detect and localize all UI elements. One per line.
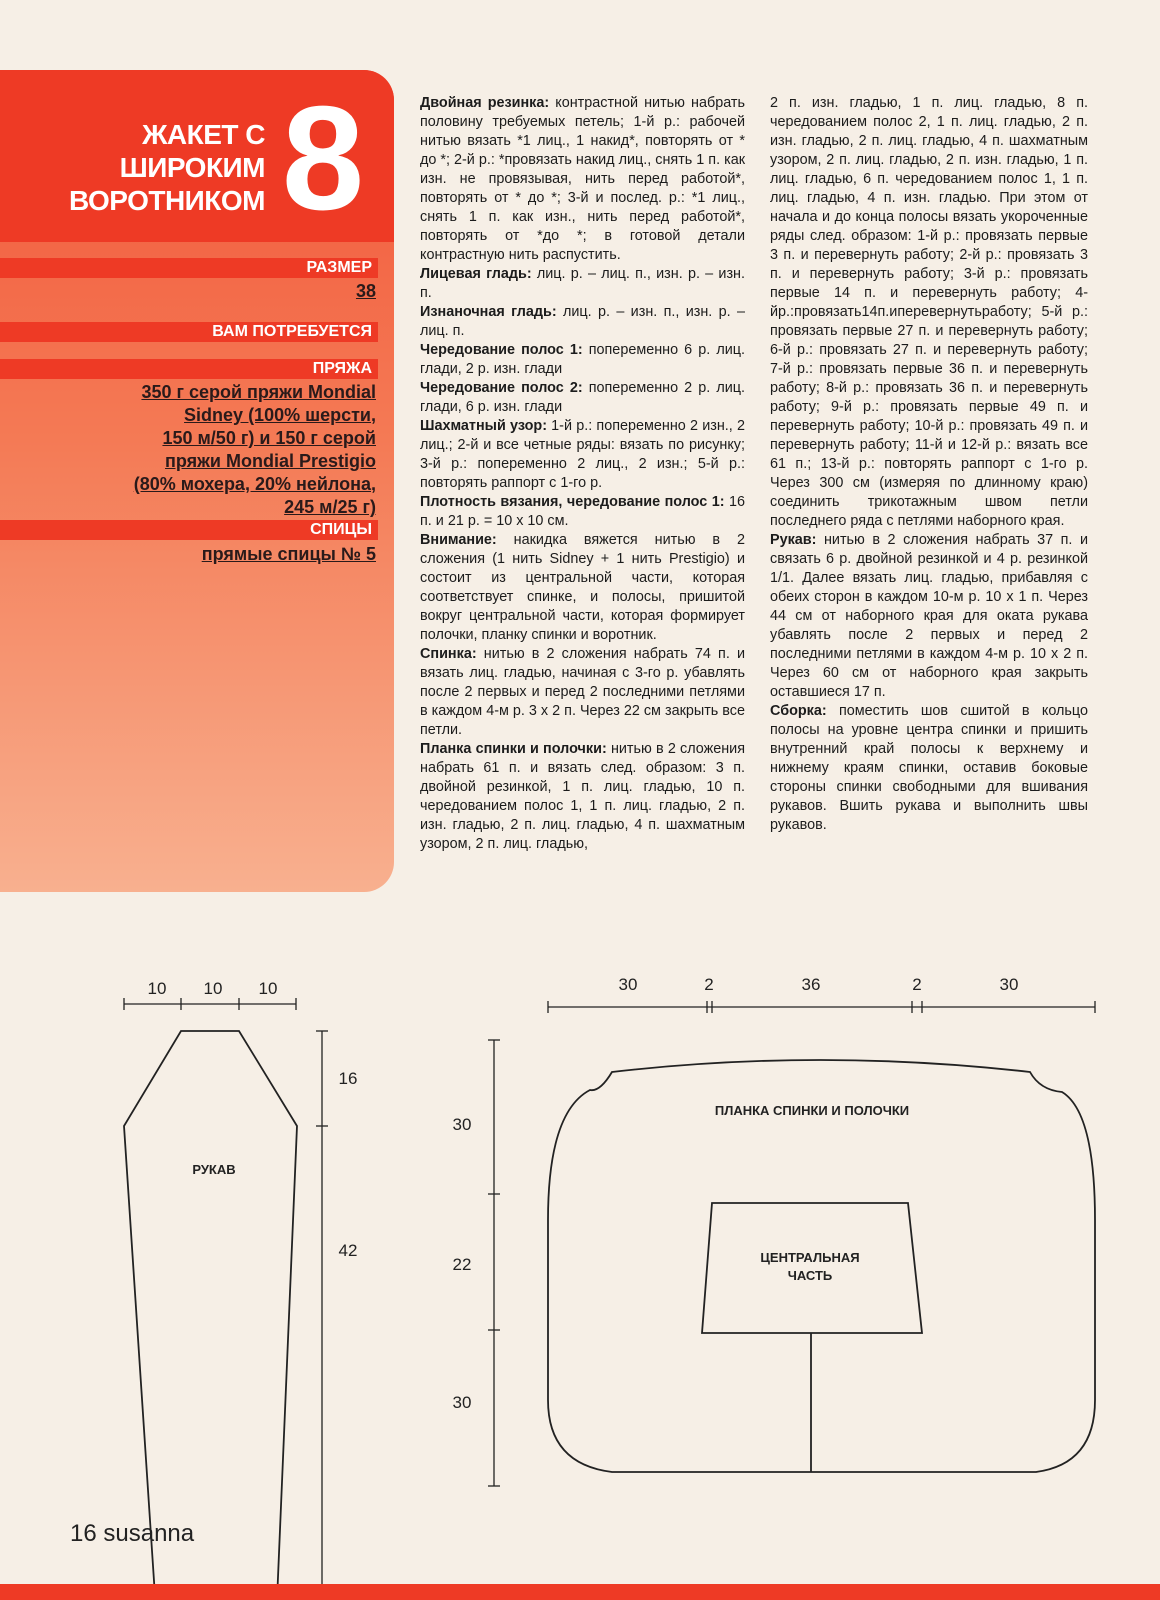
yarn-heading: ПРЯЖА bbox=[0, 359, 378, 379]
instruction-heading: Чередование полос 2: bbox=[420, 380, 583, 396]
sleeve-dim-label: 10 bbox=[258, 979, 278, 998]
instruction-text: 1-й р.: попеременно 2 изн., 2 лиц.; 2-й и все четные ряды: вязать по рисунку; 3-й р.: попеременно 2 лиц., 2 изн.; 5-й р.: повторять раппорт с 1-го р. bbox=[420, 418, 745, 491]
sleeve-label: РУКАВ bbox=[192, 1162, 236, 1177]
instruction-heading: Сборка: bbox=[770, 703, 827, 719]
body-dim-label: 30 bbox=[999, 975, 1019, 994]
instruction-text: попеременно 2 р. лиц. глади, 6 р. изн. глади bbox=[420, 380, 745, 415]
needles-value: прямые спицы № 5 bbox=[201, 544, 376, 564]
instruction-heading: Плотность вязания, чередование полос 1: bbox=[420, 494, 725, 510]
instruction-heading: Чередование полос 1: bbox=[420, 342, 583, 358]
instruction-text: накидка вяжется нитью в 2 сложения (1 нить Sidney + 1 нить Prestigio) и состоит из центральной части, которая соответствует спинке, и полосы, пришитой вокруг центральной части, которая формирует полочки, планку спинки и воротник. bbox=[420, 532, 745, 643]
instruction-text: нитью в 2 сложения набрать 61 п. и вязать след. образом: 3 п. двойной резинкой, 1 п. лиц. гладью, 10 п. чередованием полос 1, 1 п. лиц. гладью, 2 п. изн. гладью, 2 п. лиц. гладью, 4 п. шахматным узором, 2 п. лиц. гладью, bbox=[420, 741, 746, 852]
body-outer-label: ПЛАНКА СПИНКИ И ПОЛОЧКИ bbox=[714, 1103, 910, 1118]
instruction-heading: Лицевая гладь: bbox=[420, 266, 532, 282]
body-center-label: ЦЕНТРАЛЬНАЯ bbox=[760, 1250, 860, 1265]
instruction-text: попеременно 6 р. лиц. глади, 2 р. изн. глади bbox=[420, 342, 745, 377]
size-value: 38 bbox=[355, 281, 376, 301]
body-dim-label: 30 bbox=[452, 1115, 472, 1134]
instruction-text: 2 п. изн. гладью, 1 п. лиц. гладью, 8 п. чередованием полос 2, 1 п. лиц. гладью, 2 п. изн. гладью, 2 п. лиц. гладью, 4 п. шахматным узором, 2 п. лиц. гладью, 2 п. изн. гладью, 1 п. лиц. гладью, 6 п. чередованием полос 1, 1 п. лиц. гладью, 4 п. изн. гладью. При этом от начала и до конца полосы вязать укороченные ряды след. образом: 1-й р.: провязать первые 3 п. и перевернуть работу; 2-й р.: провязать 3 п. и перевернуть работу; 3-й р.: провязать первые 14 п. и перевернуть работу; 4-йр.:провязать14п.иперевернутьработу; 5-й р.: провязать первые 27 п. и перевернуть работу; 6-й р.: провязать 27 п. и перевернуть работу; 7-й р.: провязать первые 36 п. и перевернуть работу; 8-й р.: провязать 36 п. и перевернуть работу; 9-й р.: провязать первые 49 п. и перевернуть работу; 10-й р.: провязать 49 п. и перевернуть работу; 11-й и 12-й р.: вязать все 61 п.; 13-й р.: повторять раппорт с 1-го р. Через 300 см (измеряя по длинному краю) соединить трикотажным швом петли последнего ряда с петлями наборного края. bbox=[770, 95, 1088, 529]
body-dim-label: 30 bbox=[452, 1393, 472, 1412]
instruction-text: лиц. р. – лиц. п., изн. р. – изн. п. bbox=[420, 266, 745, 301]
yarn-line: Sidney (100% шерсти, bbox=[184, 405, 376, 425]
body-dim-label: 22 bbox=[452, 1255, 472, 1274]
instruction-heading: Внимание: bbox=[420, 532, 497, 548]
yarn-line: 150 м/50 г) и 150 г серой bbox=[162, 428, 376, 448]
instruction-heading: Двойная резинка: bbox=[420, 95, 550, 111]
requirements-heading: ВАМ ПОТРЕБУЕТСЯ bbox=[0, 322, 378, 342]
title-line: ШИРОКИМ bbox=[119, 152, 265, 183]
sleeve-dim-label: 10 bbox=[147, 979, 167, 998]
instruction-heading: Спинка: bbox=[420, 646, 477, 662]
yarn-line: 245 м/25 г) bbox=[284, 497, 376, 517]
instruction-text: контрастной нитью набрать половину требуемых петель; 1-й р.: рабочей нитью вязать *1 лиц., 1 накид*, повторять от * до *; 2-й р.: *провязать накид лиц., снять 1 п. как изн. не провязывая, нить перед работой*, повторять от * до *; 3-й и послед. р.: *1 лиц., снять 1 п. как изн., нить перед работой*, повторять от *до *; в готовой детали контрастную нить распустить. bbox=[420, 95, 745, 263]
instruction-text: нитью в 2 сложения набрать 74 п. и вязать лиц. гладью, начиная с 3-го р. убавлять после 2 первых и перед 2 последними петлями в каждом 4-м р. 3 х 2 п. Через 22 см закрыть все петли. bbox=[420, 646, 745, 738]
yarn-line: (80% мохера, 20% нейлона, bbox=[133, 474, 376, 494]
instruction-text: поместить шов сшитой в кольцо полосы на уровне центра спинки и пришить внутренний край полосы к верхнему и нижнему краям спинки, оставив боковые стороны спинки свободными для вшивания рукавов. Вшить рукава и выполнить швы рукавов. bbox=[770, 703, 1088, 833]
pattern-number: 8 bbox=[281, 76, 365, 241]
body-dim-label: 2 bbox=[704, 975, 714, 994]
magazine-brand: susanna bbox=[103, 1520, 195, 1547]
page-number: 16 bbox=[70, 1520, 97, 1547]
instruction-heading: Шахматный узор: bbox=[420, 418, 547, 434]
sleeve-dim-label: 42 bbox=[338, 1241, 358, 1260]
needles-heading: СПИЦЫ bbox=[0, 520, 378, 540]
instruction-heading: Рукав: bbox=[770, 532, 817, 548]
instruction-heading: Планка спинки и полочки: bbox=[420, 741, 607, 757]
yarn-line: 350 г серой пряжи Mondial bbox=[141, 382, 376, 402]
body-dim-label: 30 bbox=[618, 975, 638, 994]
instruction-text: лиц. р. – изн. п., изн. р. – лиц. п. bbox=[420, 304, 745, 339]
instruction-text: 16 п. и 21 р. = 10 х 10 см. bbox=[420, 494, 745, 529]
body-dim-label: 36 bbox=[801, 975, 821, 994]
body-dim-label: 2 bbox=[912, 975, 922, 994]
sleeve-dim-label: 10 bbox=[203, 979, 223, 998]
sleeve-dim-label: 16 bbox=[338, 1069, 358, 1088]
size-heading: РАЗМЕР bbox=[0, 258, 378, 278]
body-center-label: ЧАСТЬ bbox=[787, 1268, 833, 1283]
instruction-heading: Изнаночная гладь: bbox=[420, 304, 557, 320]
title-line: ВОРОТНИКОМ bbox=[68, 185, 265, 216]
yarn-line: пряжи Mondial Prestigio bbox=[165, 451, 376, 471]
page-footer bbox=[70, 1520, 194, 1548]
title-line: ЖАКЕТ С bbox=[142, 119, 265, 150]
instruction-text: нитью в 2 сложения набрать 37 п. и связать 6 р. двойной резинкой и 4 р. резинкой 1/1. Далее вязать лиц. гладью, прибавляя с обеих сторон в каждом 10-м р. 10 х 1 п. Через 44 см от наборного края для оката рукава убавлять после 2 первых и перед 2 последними петлями в каждом 4-м р. 10 х 2 п. Через 60 см от наборного края закрыть оставшиеся 17 п. bbox=[770, 532, 1088, 700]
footer-bar bbox=[0, 1584, 1160, 1600]
